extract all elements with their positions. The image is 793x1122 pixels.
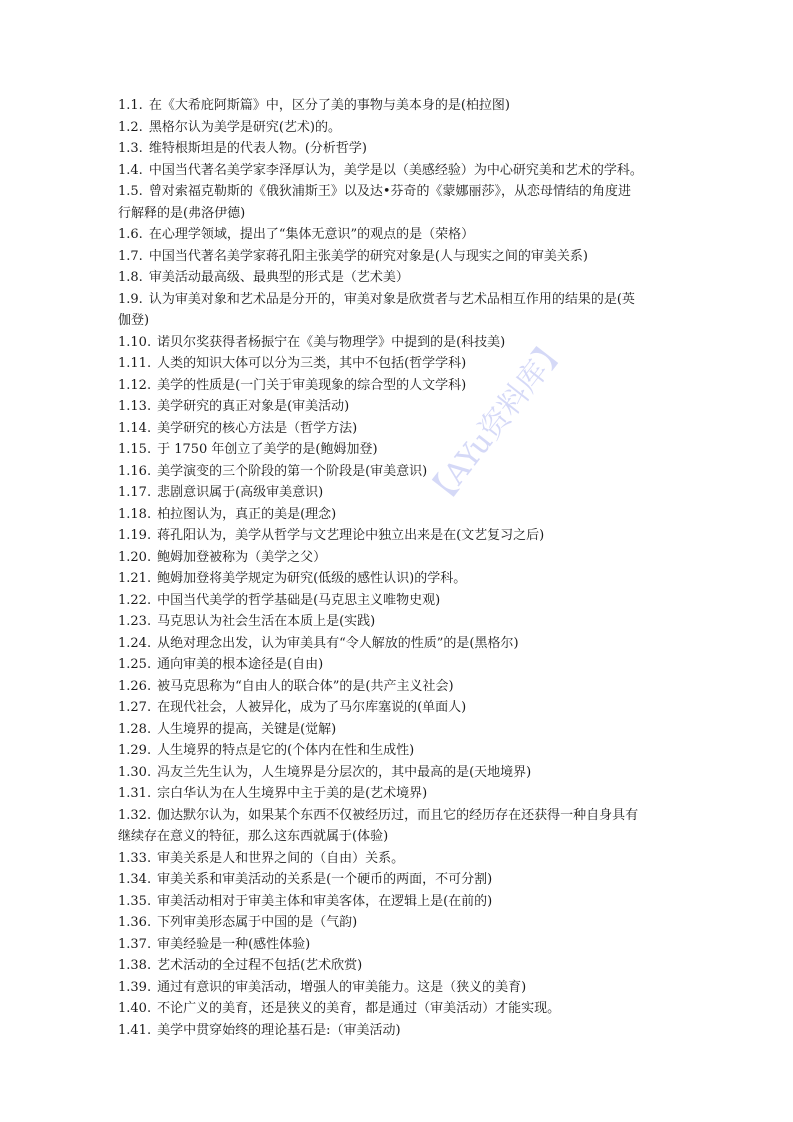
list-item xyxy=(118,805,698,827)
item-text-continuation: 继续存在意义的特征，那么这东西就属于(体验) xyxy=(118,829,389,844)
list-item xyxy=(118,676,698,698)
watermark: 【AYu资料库】 xyxy=(418,330,574,515)
list-item xyxy=(118,740,698,762)
item-number: 1.23. xyxy=(118,614,152,629)
item-number: 1.17. xyxy=(118,485,152,500)
item-number: 1.38. xyxy=(118,958,152,973)
item-text: 蒋孔阳认为，美学从哲学与文艺理论中独立出来是在(文艺复习之后) xyxy=(157,528,545,543)
item-number: 1.22. xyxy=(118,592,152,608)
list-item xyxy=(118,353,698,375)
list-item xyxy=(118,590,698,612)
item-text: 被马克思称为“自由人的联合体”的是(共产主义社会) xyxy=(157,678,454,694)
item-number: 1.24. xyxy=(118,635,152,651)
item-text: 鲍姆加登将美学规定为研究(低级的感性认识)的学科。 xyxy=(157,571,467,586)
item-number: 1.10. xyxy=(118,334,152,350)
list-item xyxy=(118,224,698,246)
item-number: 1.28. xyxy=(118,721,152,737)
list-item xyxy=(118,654,698,676)
list-item xyxy=(118,891,698,913)
list-item xyxy=(118,181,698,203)
item-text: 审美经验是一种(感性体验) xyxy=(157,936,311,952)
item-number: 1.11. xyxy=(118,356,152,371)
list-item xyxy=(118,375,698,397)
list-item xyxy=(118,504,698,526)
item-number: 1.37. xyxy=(118,936,152,952)
item-text: 曾对索福克勒斯的《俄狄浦斯王》以及达•芬奇的《蒙娜丽莎》，从恋母情结的角度进 xyxy=(148,184,631,199)
list-item xyxy=(118,611,698,633)
item-text: 冯友兰先生认为，人生境界是分层次的，其中最高的是(天地境界) xyxy=(157,764,532,780)
list-item xyxy=(118,418,698,440)
item-number: 1.32. xyxy=(118,807,152,823)
list-item xyxy=(118,160,698,182)
item-text: 认为审美对象和艺术品是分开的，审美对象是欣赏者与艺术品相互作用的结果的是(英 xyxy=(148,291,635,307)
list-item xyxy=(118,95,698,117)
item-number: 1.18. xyxy=(118,506,152,522)
item-text: 中国当代著名美学家蒋孔阳主张美学的研究对象是(人与现实之间的审美关系) xyxy=(148,248,588,264)
item-number: 1.27. xyxy=(118,700,152,715)
list-item xyxy=(118,568,698,590)
list-item xyxy=(118,246,698,268)
item-number: 1.2. xyxy=(118,119,143,135)
item-text: 诺贝尔奖获得者杨振宁在《美与物理学》中提到的是(科技美) xyxy=(157,334,506,350)
item-number: 1.39. xyxy=(118,979,152,995)
item-number: 1.25. xyxy=(118,657,152,672)
list-item xyxy=(118,697,698,719)
item-text: 审美活动最高级、最典型的形式是（艺术美） xyxy=(148,270,409,285)
item-text: 美学演变的三个阶段的第一个阶段是(审美意识) xyxy=(157,463,428,479)
item-text: 在心理学领域，提出了“集体无意识”的观点的是（荣格） xyxy=(148,227,475,242)
item-text-continuation: 行解释的是(弗洛伊德) xyxy=(118,205,246,221)
item-number: 1.31. xyxy=(118,786,152,801)
item-text-continuation: 伽登) xyxy=(118,313,150,328)
list-item xyxy=(118,396,698,418)
item-text: 通过有意识的审美活动，增强人的审美能力。这是（狭义的美育) xyxy=(157,979,527,995)
item-number: 1.6. xyxy=(118,227,143,242)
item-text: 人生境界的特点是它的(个体内在性和生成性) xyxy=(157,743,415,758)
list-item xyxy=(118,117,698,139)
item-text: 人类的知识大体可以分为三类，其中不包括(哲学学科) xyxy=(157,356,467,371)
list-item xyxy=(118,267,698,289)
list-item xyxy=(118,525,698,547)
list-item xyxy=(118,439,698,461)
list-item xyxy=(118,332,698,354)
item-number: 1.40. xyxy=(118,1001,152,1016)
item-number: 1.30. xyxy=(118,764,152,780)
list-item xyxy=(118,547,698,569)
item-number: 1.19. xyxy=(118,528,152,543)
list-item xyxy=(118,934,698,956)
item-text: 宗白华认为在人生境界中主于美的是(艺术境界) xyxy=(157,786,428,801)
item-number: 1.15. xyxy=(118,442,152,457)
item-text: 柏拉图认为，真正的美是(理念) xyxy=(157,506,337,522)
list-item xyxy=(118,998,698,1020)
item-text: 中国当代美学的哲学基础是(马克思主义唯物史观) xyxy=(157,592,441,608)
item-text: 审美关系是人和世界之间的（自由）关系。 xyxy=(157,850,405,866)
item-text: 美学中贯穿始终的理论基石是:（审美活动) xyxy=(157,1022,401,1038)
item-text: 悲剧意识属于(高级审美意识) xyxy=(157,485,324,500)
list-item xyxy=(118,138,698,160)
item-number: 1.3. xyxy=(118,141,143,156)
item-number: 1.26. xyxy=(118,678,152,694)
item-text: 鲍姆加登被称为（美学之父） xyxy=(157,549,327,565)
item-number: 1.20. xyxy=(118,549,152,565)
document-body xyxy=(118,95,698,1041)
item-text: 在现代社会，人被异化，成为了马尔库塞说的(单面人) xyxy=(157,700,467,715)
item-number: 1.36. xyxy=(118,915,152,930)
item-text: 审美活动相对于审美主体和审美客体，在逻辑上是(在前的) xyxy=(157,893,493,909)
item-text: 中国当代著名美学家李泽厚认为，美学是以（美感经验）为中心研究美和艺术的学科。 xyxy=(148,162,643,178)
item-text: 伽达默尔认为，如果某个东西不仅被经历过，而且它的经历存在还获得一种自身具有 xyxy=(157,807,639,823)
item-number: 1.5. xyxy=(118,184,143,199)
list-item xyxy=(118,461,698,483)
item-text: 人生境界的提高，关键是(觉解) xyxy=(157,721,337,737)
list-item xyxy=(118,783,698,805)
item-number: 1.9. xyxy=(118,291,143,307)
item-text: 维特根斯坦是的代表人物。(分析哲学) xyxy=(148,141,367,156)
item-number: 1.8. xyxy=(118,270,143,285)
list-item xyxy=(118,289,698,311)
list-item xyxy=(118,912,698,934)
item-text: 马克思认为社会生活在本质上是(实践) xyxy=(157,614,376,629)
list-item xyxy=(118,977,698,999)
item-text: 美学的性质是(一门关于审美现象的综合型的人文学科) xyxy=(157,377,467,393)
item-number: 1.4. xyxy=(118,162,143,178)
item-number: 1.7. xyxy=(118,248,143,264)
item-text: 不论广义的美育，还是狭义的美育，都是通过（审美活动）才能实现。 xyxy=(157,1001,561,1016)
item-text: 下列审美形态属于中国的是（气韵) xyxy=(157,915,358,930)
list-item xyxy=(118,1020,698,1042)
item-number: 1.29. xyxy=(118,743,152,758)
list-item xyxy=(118,955,698,977)
item-number: 1.35. xyxy=(118,893,152,909)
list-item xyxy=(118,848,698,870)
item-number: 1.33. xyxy=(118,850,152,866)
item-number: 1.16. xyxy=(118,463,152,479)
item-number: 1.21. xyxy=(118,571,152,586)
item-text: 于 1750 年创立了美学的是(鲍姆加登) xyxy=(157,442,378,457)
list-item xyxy=(118,633,698,655)
list-item xyxy=(118,762,698,784)
item-text: 审美关系和审美活动的关系是(一个硬币的两面，不可分割) xyxy=(157,872,493,887)
item-number: 1.12. xyxy=(118,377,152,393)
item-number: 1.34. xyxy=(118,872,152,887)
item-text: 从绝对理念出发，认为审美具有“令人解放的性质”的是(黑格尔) xyxy=(157,635,519,651)
list-item xyxy=(118,482,698,504)
item-number: 1.41. xyxy=(118,1022,152,1038)
item-text: 在《大希庇阿斯篇》中，区分了美的事物与美本身的是(柏拉图) xyxy=(148,98,510,113)
item-text: 艺术活动的全过程不包括(艺术欣赏) xyxy=(157,958,363,973)
item-number: 1.14. xyxy=(118,420,152,436)
list-item xyxy=(118,719,698,741)
item-text: 通向审美的根本途径是(自由) xyxy=(157,657,324,672)
item-number: 1.1. xyxy=(118,98,143,113)
list-item xyxy=(118,869,698,891)
item-number: 1.13. xyxy=(118,399,152,414)
item-text: 美学研究的核心方法是（哲学方法) xyxy=(157,420,358,436)
item-text: 美学研究的真正对象是(审美活动) xyxy=(157,399,350,414)
item-text: 黑格尔认为美学是研究(艺术)的。 xyxy=(148,119,341,135)
